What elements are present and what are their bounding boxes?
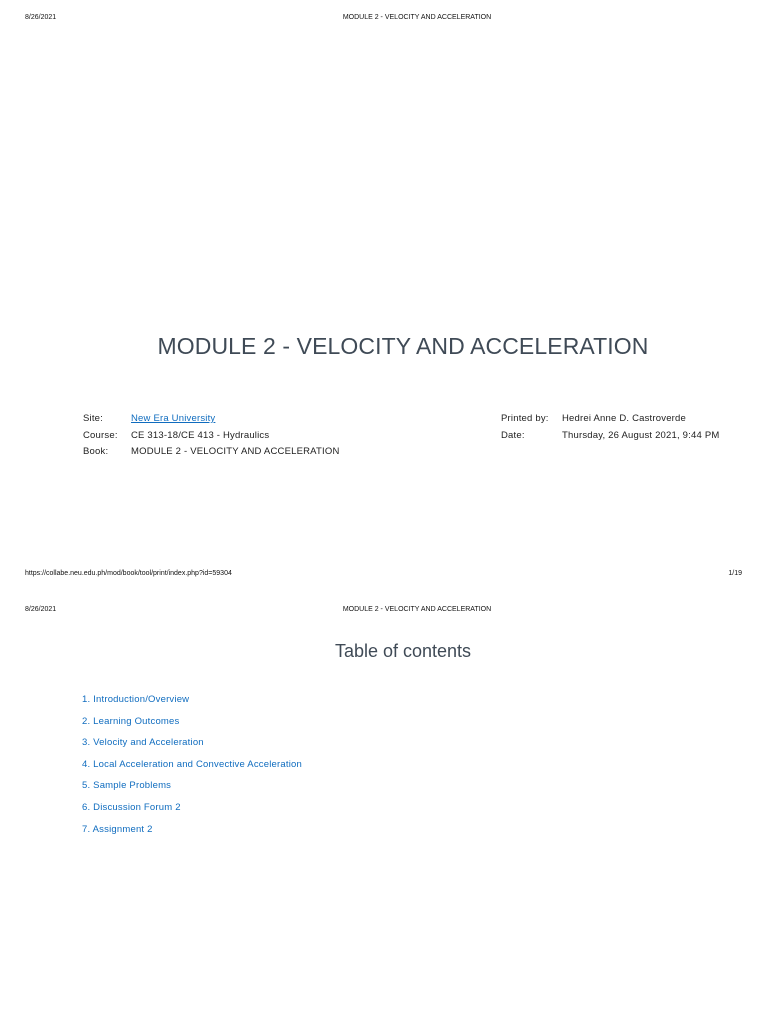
toc-item-local-convective-acceleration[interactable]: 4. Local Acceleration and Convective Acceleration	[82, 758, 302, 770]
print-footer-url: https://collabe.neu.edu.ph/mod/book/tool/print/index.php?id=59304	[25, 570, 232, 577]
toc-item-introduction[interactable]: 1. Introduction/Overview	[82, 694, 190, 705]
print-header-title: MODULE 2 - VELOCITY AND ACCELERATION	[342, 14, 492, 21]
book-label: Book:	[83, 446, 109, 457]
book-value: MODULE 2 - VELOCITY AND ACCELERATION	[131, 446, 340, 457]
toc-item-sample-problems[interactable]: 5. Sample Problems	[82, 780, 172, 792]
course-value: CE 313-18/CE 413 - Hydraulics	[131, 430, 270, 441]
print-header-title: MODULE 2 - VELOCITY AND ACCELERATION	[342, 606, 492, 613]
site-link[interactable]: New Era University	[131, 413, 216, 424]
course-label: Course:	[83, 430, 118, 441]
book-title: MODULE 2 - VELOCITY AND ACCELERATION	[157, 333, 649, 359]
table-of-contents-list	[82, 694, 302, 845]
date-label: Date:	[501, 430, 525, 441]
table-of-contents-title: Table of contents	[334, 641, 472, 661]
site-label: Site:	[83, 413, 104, 424]
print-header-date: 8/26/2021	[25, 14, 57, 21]
toc-item-velocity-acceleration[interactable]: 3. Velocity and Acceleration	[82, 737, 204, 749]
print-footer-page-number: 1/19	[728, 570, 742, 577]
toc-item-learning-outcomes[interactable]: 2. Learning Outcomes	[82, 715, 180, 727]
toc-item-discussion-forum[interactable]: 6. Discussion Forum 2	[82, 801, 181, 813]
printed-by-value: Hedrei Anne D. Castroverde	[562, 413, 687, 424]
date-value: Thursday, 26 August 2021, 9:44 PM	[562, 430, 720, 441]
print-header-date: 8/26/2021	[25, 606, 57, 613]
toc-item-assignment[interactable]: 7. Assignment 2	[82, 823, 153, 835]
printed-by-label: Printed by:	[501, 413, 549, 424]
